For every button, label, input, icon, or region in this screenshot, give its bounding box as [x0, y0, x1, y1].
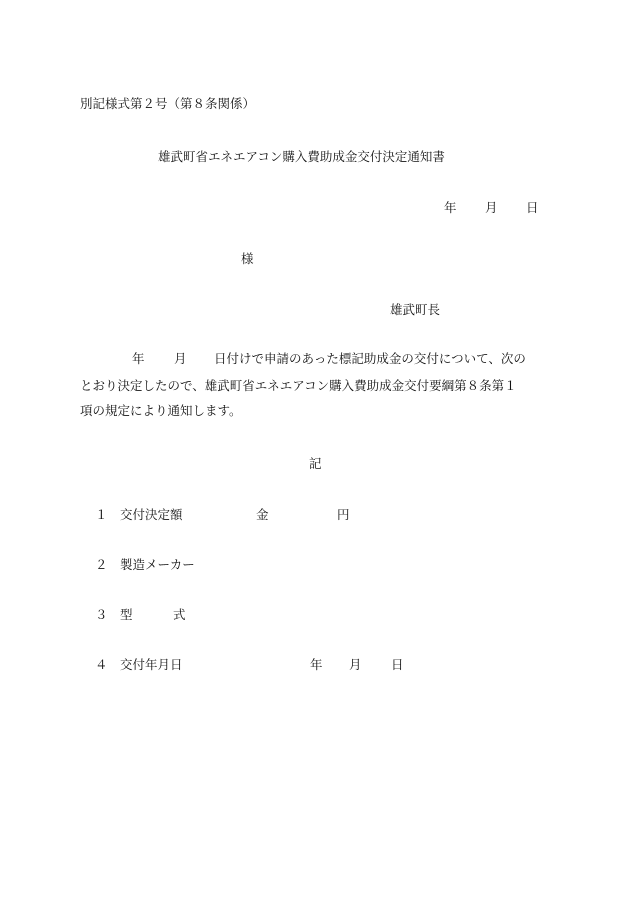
item-4-number: ４ [95, 657, 108, 672]
body-month-label: 月 [174, 351, 187, 366]
form-number-label: 別記様式第２号（第８条関係） [80, 96, 256, 111]
item-4-day: 日 [391, 657, 404, 672]
item-1-number: １ [95, 507, 108, 522]
item-1-yen: 円 [337, 507, 350, 522]
date-year-label: 年 [444, 200, 457, 215]
item-2-number: ２ [95, 557, 108, 572]
item-3-label-part-b: 式 [173, 607, 186, 622]
document-title: 雄武町省エネエアコン購入費助成金交付決定通知書 [158, 149, 445, 164]
item-1-label: 交付決定額 [120, 507, 183, 522]
item-3-label-part-a: 型 [120, 607, 133, 622]
recipient-honorific: 様 [241, 251, 254, 266]
item-4-year: 年 [310, 657, 323, 672]
item-4-label: 交付年月日 [120, 657, 183, 672]
ki-heading: 記 [309, 456, 322, 471]
date-month-label: 月 [485, 200, 498, 215]
item-4-month: 月 [349, 657, 362, 672]
item-3-number: ３ [95, 607, 108, 622]
body-line-1-text: 日付けで申請のあった標記助成金の交付について、次の [214, 351, 526, 366]
body-line-3: 項の規定により通知します。 [80, 403, 242, 418]
body-year-label: 年 [132, 351, 145, 366]
item-2-label: 製造メーカー [120, 557, 195, 572]
issuer-name: 雄武町長 [390, 302, 441, 317]
body-line-2: とおり決定したので、雄武町省エネエアコン購入費助成金交付要綱第８条第１ [80, 378, 517, 393]
date-day-label: 日 [526, 200, 539, 215]
item-1-kin: 金 [256, 507, 269, 522]
